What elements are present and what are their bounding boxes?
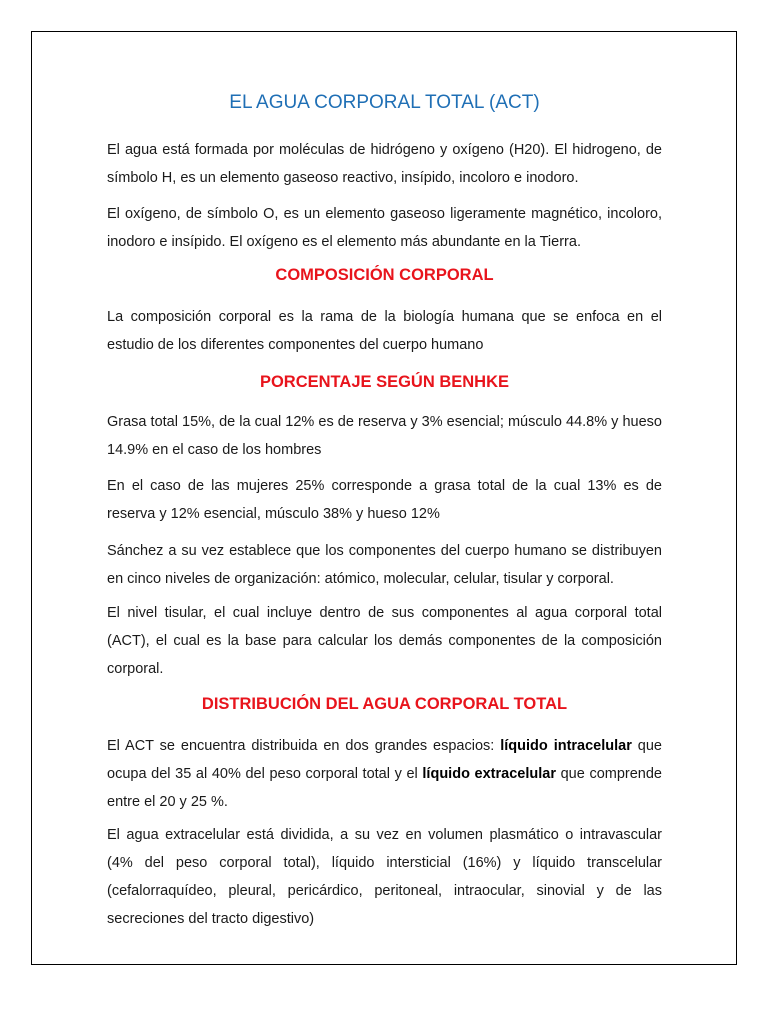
document-title: EL AGUA CORPORAL TOTAL (ACT) bbox=[229, 92, 540, 113]
heading-distribucion: DISTRIBUCIÓN DEL AGUA CORPORAL TOTAL bbox=[201, 695, 568, 713]
heading-porcentaje: PORCENTAJE SEGÚN BENHKE bbox=[259, 373, 510, 391]
distribucion-text-c: que ocupa del 35 al 40% del peso corporal total y el bbox=[107, 738, 662, 782]
document-page bbox=[31, 31, 737, 965]
intro-paragraph-2: El oxígeno, de símbolo O, es un elemento gaseoso ligeramente magnético, incoloro, inodoro e insípido. El oxígeno es el elemento más abundante en la Tierra. bbox=[107, 206, 662, 250]
heading-composicion: COMPOSICIÓN CORPORAL bbox=[275, 266, 494, 284]
distribucion-paragraph-1 bbox=[107, 732, 662, 816]
porcentaje-paragraph-3: Sánchez a su vez establece que los componentes del cuerpo humano se distribuyen en cinco niveles de organización: atómico, molecular, celular, tisular y corporal. bbox=[107, 543, 662, 587]
porcentaje-paragraph-1: Grasa total 15%, de la cual 12% es de reserva y 3% esencial; músculo 44.8% y hueso 14.9% en el caso de los hombres bbox=[107, 414, 662, 458]
term-liquido-intracelular: líquido intracelular bbox=[500, 738, 632, 754]
term-liquido-extracelular: líquido extracelular bbox=[422, 766, 556, 782]
distribucion-text-a: El ACT se encuentra distribuida en dos grandes espacios: bbox=[107, 738, 501, 754]
intro-paragraph-1: El agua está formada por moléculas de hidrógeno y oxígeno (H20). El hidrogeno, de símbolo H, es un elemento gaseoso reactivo, insípido, incoloro e inodoro. bbox=[107, 142, 662, 186]
porcentaje-paragraph-2: En el caso de las mujeres 25% corresponde a grasa total de la cual 13% es de reserva y 12% esencial, músculo 38% y hueso 12% bbox=[107, 478, 662, 522]
distribucion-paragraph-2: El agua extracelular está dividida, a su vez en volumen plasmático o intravascular (4% del peso corporal total), líquido intersticial (16%) y líquido transcelular (cefalorraquídeo, pleural, pericárdico, peritoneal, intraocular, sinovial y de las secreciones del tracto digestivo) bbox=[107, 827, 662, 927]
composicion-paragraph-1: La composición corporal es la rama de la biología humana que se enfoca en el estudio de los diferentes componentes del cuerpo humano bbox=[107, 309, 662, 353]
distribucion-text-e: que comprende entre el 20 y 25 %. bbox=[107, 766, 662, 810]
porcentaje-paragraph-4: El nivel tisular, el cual incluye dentro de sus componentes al agua corporal total (ACT), el cual es la base para calcular los demás componentes de la composición corporal. bbox=[107, 605, 662, 677]
